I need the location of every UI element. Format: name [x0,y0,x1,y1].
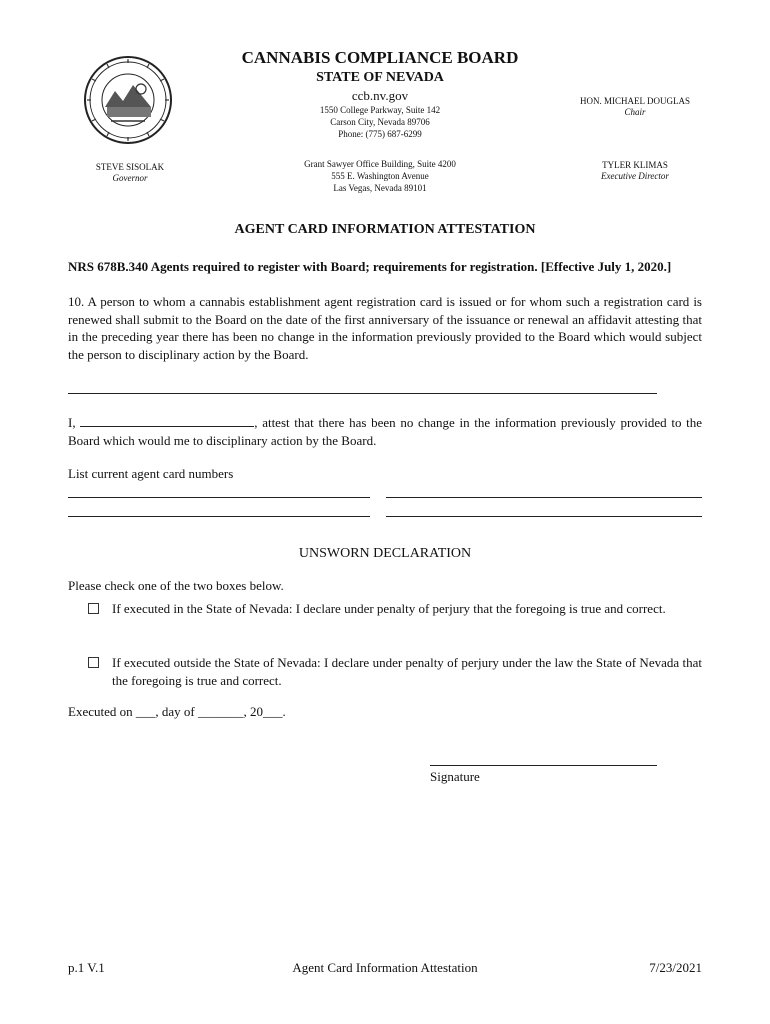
check-instructions: Please check one of the two boxes below. [68,578,284,593]
signature-field[interactable] [430,765,657,766]
director-name: TYLER KLIMAS [602,160,668,170]
outside-nevada-checkbox[interactable] [88,657,99,668]
document-title: AGENT CARD INFORMATION ATTESTATION [234,222,536,237]
card-number-field[interactable] [68,497,370,498]
nevada-checkbox[interactable] [88,603,99,614]
director-title: Executive Director [601,171,669,181]
footer-date: 7/23/2021 [649,960,702,975]
signature-label: Signature [430,769,480,784]
name-field[interactable] [80,415,254,427]
phone-line: Phone: (775) 687-6299 [338,129,422,139]
attest-prefix: I, [68,415,81,430]
outside-nevada-option-label: If executed outside the State of Nevada: I declare under penalty of perjury under the law the State of Nevada that the foregoing is true and correct. [112,655,702,688]
governor-title: Governor [112,173,148,183]
address-line: 555 E. Washington Avenue [331,171,429,181]
agency-name: CANNABIS COMPLIANCE BOARD [241,48,519,67]
nevada-option-label: If executed in the State of Nevada: I declare under penalty of perjury that the foregoing is true and correct. [112,601,666,616]
outside-nevada-option [88,654,702,689]
state-name: STATE OF NEVADA [316,70,444,85]
nrs-paragraph: 10. A person to whom a cannabis establishment agent registration card is issued or for whom such a registration card is renewed shall submit to the Board on the date of the first anniversary of the issuance or renewal an affidavit attesting that in the preceding year there has been no change in the information previously provided to the Board which would subject the person to disciplinary action by the Board. [68,294,702,362]
state-seal-image [83,55,173,145]
chair-name: HON. MICHAEL DOUGLAS [580,96,690,106]
chair-title: Chair [624,107,646,117]
page-version: p.1 V.1 [68,960,105,975]
address-line: 1550 College Parkway, Suite 142 [319,105,441,115]
card-number-field[interactable] [386,516,702,517]
carson-city-address [180,104,580,140]
attest-suffix: , attest that there has been no change in the information previously provided to the Board which would me to disciplinary action by the Board. [68,415,702,448]
las-vegas-address [180,158,580,194]
card-number-field[interactable] [68,516,370,517]
divider-line [68,393,657,394]
card-numbers-label: List current agent card numbers [68,466,234,481]
card-number-field[interactable] [386,497,702,498]
attestation-statement [68,414,702,449]
footer-title: Agent Card Information Attestation [292,960,478,975]
address-line: Grant Sawyer Office Building, Suite 4200 [304,159,456,169]
address-line: Las Vegas, Nevada 89101 [333,183,427,193]
address-line: Carson City, Nevada 89706 [330,117,430,127]
website-link[interactable]: ccb.nv.gov [351,88,409,103]
nevada-option [88,600,702,618]
executed-date-line[interactable]: Executed on ___, day of _______, 20___. [68,704,286,719]
governor-name: STEVE SISOLAK [95,162,165,172]
nrs-heading: NRS 678B.340 Agents required to register with Board; requirements for registration. [Effective July 1, 2020.] [68,259,672,274]
unsworn-declaration-heading: UNSWORN DECLARATION [298,546,472,561]
